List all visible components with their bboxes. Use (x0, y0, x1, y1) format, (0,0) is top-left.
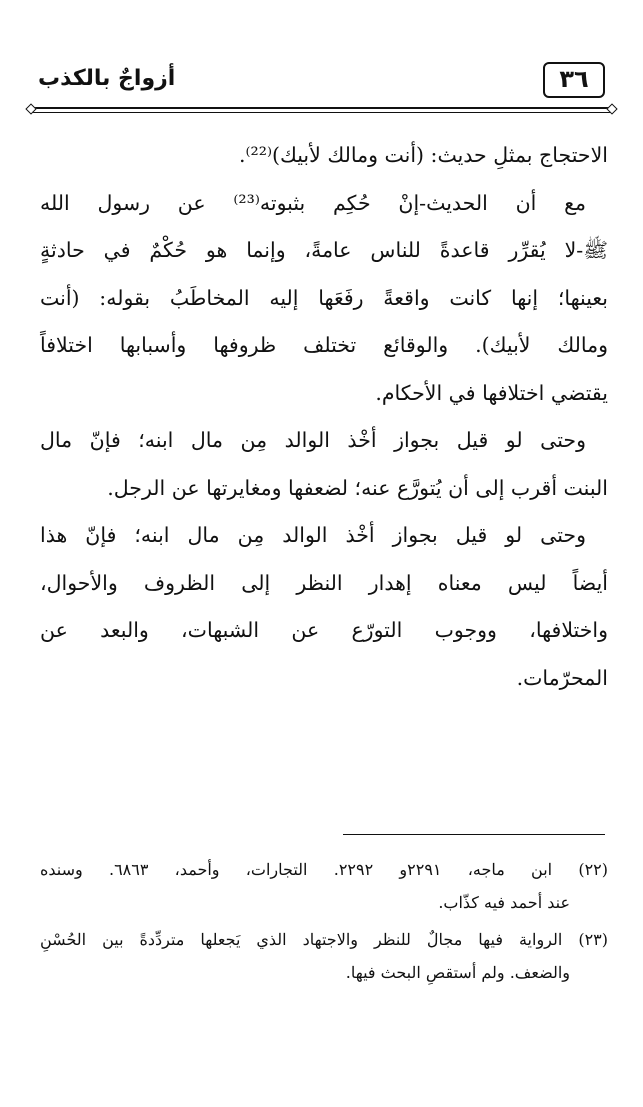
text-line: مع أن الحديث-إنْ حُكِم بثبوته⁽²³⁾ عن رسول الله (40, 190, 586, 215)
paragraph-2 (40, 180, 608, 418)
page-header (38, 62, 605, 102)
paragraph-3 (40, 417, 608, 512)
text-line: وحتى لو قيل بجواز أخْذ الوالد مِن مال ابنه؛ فإنّ هذا (40, 523, 586, 547)
text-line: واختلافها، ووجوب التورّع عن الشبهات، والبعد عن (40, 618, 608, 642)
paragraph-1 (40, 132, 608, 180)
text-line: ومالك لأبيك). والوقائع تختلف ظروفها وأسبابها اختلافاً (40, 333, 608, 357)
footnotes (40, 853, 608, 989)
text-line: أيضاً ليس معناه إهدار النظر إلى الظروف والأحوال، (40, 570, 608, 595)
text-line: وحتى لو قيل بجواز أخْذ الوالد مِن مال ابنه؛ فإنّ مال (40, 428, 586, 452)
footnote-line: والضعف. ولم أستقصِ البحث فيها. (345, 963, 570, 982)
text-line: ﷺ-لا يُقرِّر قاعدةً للناس عامةً، وإنما هو حُكْمٌ في حادثةٍ (40, 238, 608, 262)
paragraph-4 (40, 512, 608, 702)
footnote-line: (٢٣) الرواية فيها مجالٌ للنظر والاجتهاد الذي يَجعلها متردِّدةً بين الحُسْنِ (40, 930, 608, 949)
footnote-22 (40, 853, 608, 919)
footnote-line: عند أحمد فيه كذّاب. (438, 893, 570, 912)
text-line: المحرّمات. (516, 665, 608, 690)
header-divider (30, 107, 613, 113)
text-line: بعينها؛ إنها كانت واقعةً رفَعَها إليه المخاطَبُ بقوله: (أنت (40, 285, 608, 310)
page-number: ٣٦ (543, 62, 605, 98)
book-title: أزواجٌ بالكذب (38, 66, 176, 91)
text-line: الاحتجاج بمثلِ حديث: (أنت ومالك لأبيك)⁽²²⁾. (238, 143, 608, 167)
body-text (40, 132, 608, 702)
text-line: البنت أقرب إلى أن يُتورَّع عنه؛ لضعفها ومغايرتها عن الرجل. (107, 475, 608, 500)
footnote-line: (٢٢) ابن ماجه، ٢٢٩١و ٢٢٩٢. التجارات، وأحمد، ٦٨٦٣. وسنده (40, 860, 609, 879)
footnote-separator (343, 834, 605, 835)
footnote-23 (40, 923, 608, 989)
text-line: يقتضي اختلافها في الأحكام. (375, 380, 608, 405)
